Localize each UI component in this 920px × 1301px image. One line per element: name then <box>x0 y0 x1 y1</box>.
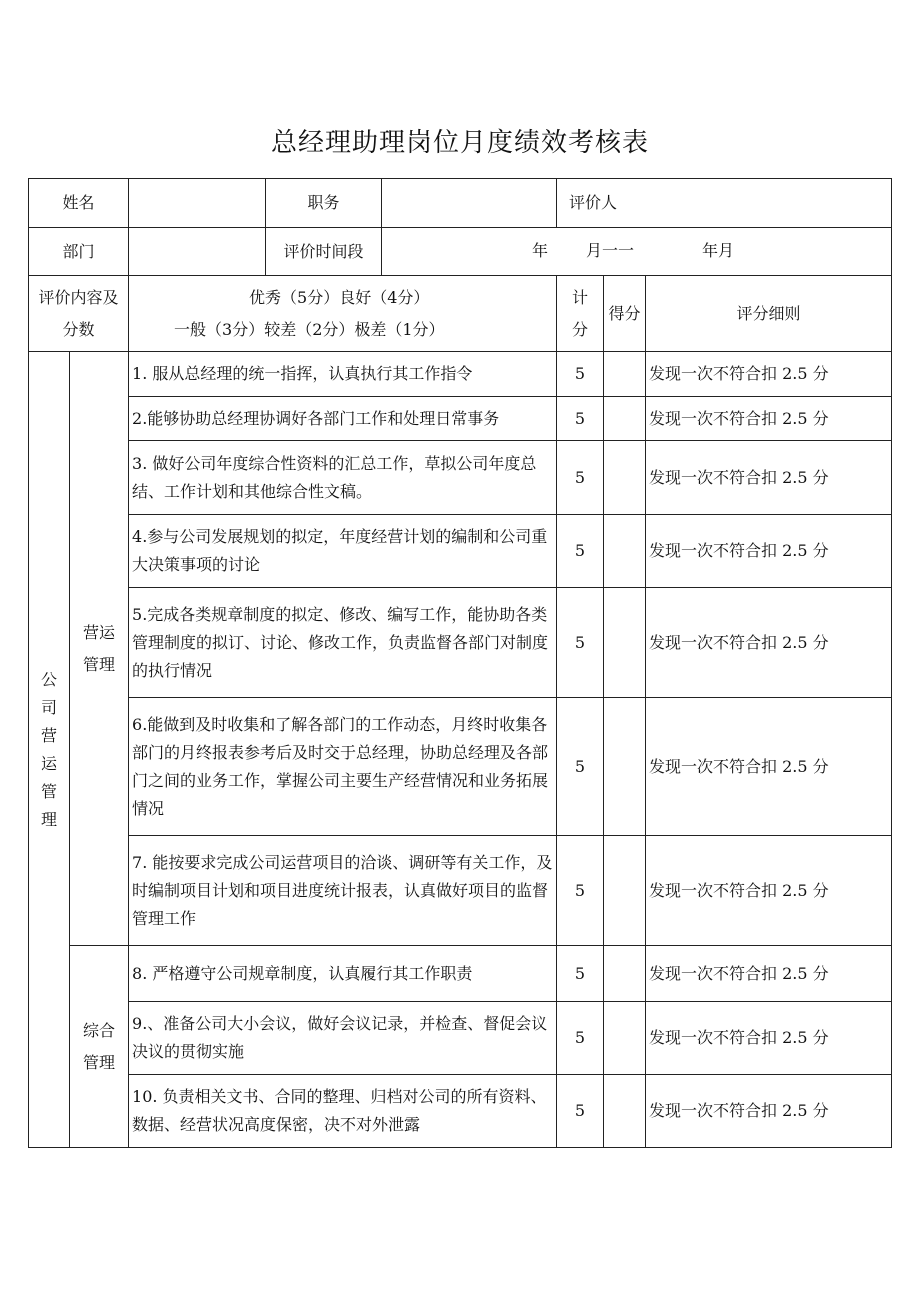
item-points: 5 <box>557 698 604 836</box>
item-score-cell[interactable] <box>604 441 646 515</box>
table-row <box>29 698 892 836</box>
content-label-line2: 分数 <box>62 319 95 339</box>
period-value-cell[interactable] <box>382 228 892 276</box>
category-char: 营 <box>40 725 57 745</box>
item-rule: 发现一次不符合扣 2.5 分 <box>646 441 892 515</box>
scale-header <box>129 276 557 352</box>
item-text: 2.能够协助总经理协调好各部门工作和处理日常事务 <box>129 397 557 441</box>
content-column-header <box>29 276 129 352</box>
header-row-name <box>29 179 892 228</box>
table-row <box>29 588 892 698</box>
subcategory-line: 综合 <box>83 1020 116 1040</box>
item-points: 5 <box>557 515 604 588</box>
table-row <box>29 397 892 441</box>
item-text: 4.参与公司发展规划的拟定，年度经营计划的编制和公司重大决策事项的讨论 <box>129 515 557 588</box>
column-header-row <box>29 276 892 352</box>
category-char: 司 <box>40 697 57 717</box>
content-label-line1: 评价内容及 <box>38 287 119 307</box>
table-row <box>29 352 892 397</box>
item-points: 5 <box>557 441 604 515</box>
dept-value-cell[interactable] <box>129 228 266 276</box>
category-company-operations <box>29 352 70 1148</box>
item-text: 3. 做好公司年度综合性资料的汇总工作，草拟公司年度总结、工作计划和其他综合性文稿。 <box>129 441 557 515</box>
table-row <box>29 441 892 515</box>
position-label: 职务 <box>266 179 382 228</box>
position-value-cell[interactable] <box>382 179 557 228</box>
item-score-cell[interactable] <box>604 397 646 441</box>
item-points: 5 <box>557 397 604 441</box>
item-points: 5 <box>557 946 604 1002</box>
item-points: 5 <box>557 352 604 397</box>
page-title: 总经理助理岗位月度绩效考核表 <box>270 128 649 158</box>
category-char: 公 <box>40 669 57 689</box>
table-row <box>29 1075 892 1148</box>
item-score-cell[interactable] <box>604 352 646 397</box>
category-char: 运 <box>40 753 57 773</box>
item-points: 5 <box>557 588 604 698</box>
item-text: 1. 服从总经理的统一指挥，认真执行其工作指令 <box>129 352 557 397</box>
category-char: 理 <box>40 809 57 829</box>
table-row <box>29 946 892 1002</box>
table-row <box>29 515 892 588</box>
item-text: 8. 严格遵守公司规章制度，认真履行其工作职责 <box>129 946 557 1002</box>
appraisal-table <box>28 178 892 1148</box>
item-points: 5 <box>557 1075 604 1148</box>
item-text: 10. 负责相关文书、合同的整理、归档对公司的所有资料、数据、经营状况高度保密，决不对外泄露 <box>129 1075 557 1148</box>
subcategory-general <box>70 946 129 1148</box>
item-points: 5 <box>557 836 604 946</box>
rule-column-header: 评分细则 <box>646 276 892 352</box>
item-rule: 发现一次不符合扣 2.5 分 <box>646 698 892 836</box>
item-score-cell[interactable] <box>604 698 646 836</box>
item-score-cell[interactable] <box>604 946 646 1002</box>
item-score-cell[interactable] <box>604 588 646 698</box>
subcategory-line: 营运 <box>83 622 116 642</box>
header-row-dept <box>29 228 892 276</box>
item-rule: 发现一次不符合扣 2.5 分 <box>646 588 892 698</box>
dept-label: 部门 <box>29 228 129 276</box>
table-row <box>29 836 892 946</box>
item-score-cell[interactable] <box>604 515 646 588</box>
score-column-header: 得分 <box>604 276 646 352</box>
category-char: 管 <box>40 781 57 801</box>
item-rule: 发现一次不符合扣 2.5 分 <box>646 1002 892 1075</box>
period-month-1: 月一一 <box>586 241 635 260</box>
item-rule: 发现一次不符合扣 2.5 分 <box>646 1075 892 1148</box>
points-label-line2: 分 <box>572 319 589 339</box>
subcategory-line: 管理 <box>83 654 116 674</box>
item-text: 5.完成各类规章制度的拟定、修改、编写工作，能协助各类管理制度的拟订、讨论、修改工作，负责监督各部门对制度的执行情况 <box>129 588 557 698</box>
period-year-month-2: 年月 <box>702 241 735 260</box>
item-points: 5 <box>557 1002 604 1075</box>
item-text: 9.、准备公司大小会议，做好会议记录，并检查、督促会议决议的贯彻实施 <box>129 1002 557 1075</box>
item-rule: 发现一次不符合扣 2.5 分 <box>646 397 892 441</box>
evaluator-label: 评价人 <box>557 179 892 228</box>
item-score-cell[interactable] <box>604 836 646 946</box>
points-column-header <box>557 276 604 352</box>
period-year-1: 年 <box>532 241 549 260</box>
item-rule: 发现一次不符合扣 2.5 分 <box>646 836 892 946</box>
scale-line1: 优秀（5分）良好（4分） <box>249 287 430 307</box>
item-text: 7. 能按要求完成公司运营项目的洽谈、调研等有关工作，及时编制项目计划和项目进度统计报表，认真做好项目的监督管理工作 <box>129 836 557 946</box>
name-label: 姓名 <box>29 179 129 228</box>
item-rule: 发现一次不符合扣 2.5 分 <box>646 946 892 1002</box>
scale-line2: 一般（3分）较差（2分）极差（1分） <box>174 319 445 339</box>
period-label: 评价时间段 <box>266 228 382 276</box>
item-score-cell[interactable] <box>604 1002 646 1075</box>
item-rule: 发现一次不符合扣 2.5 分 <box>646 515 892 588</box>
item-score-cell[interactable] <box>604 1075 646 1148</box>
item-text: 6.能做到及时收集和了解各部门的工作动态，月终时收集各部门的月终报表参考后及时交于总经理，协助总经理及各部门之间的业务工作，掌握公司主要生产经营情况和业务拓展情况 <box>129 698 557 836</box>
item-rule: 发现一次不符合扣 2.5 分 <box>646 352 892 397</box>
subcategory-operations <box>70 352 129 946</box>
subcategory-line: 管理 <box>83 1052 116 1072</box>
name-value-cell[interactable] <box>129 179 266 228</box>
points-label-line1: 计 <box>572 287 589 307</box>
table-row <box>29 1002 892 1075</box>
